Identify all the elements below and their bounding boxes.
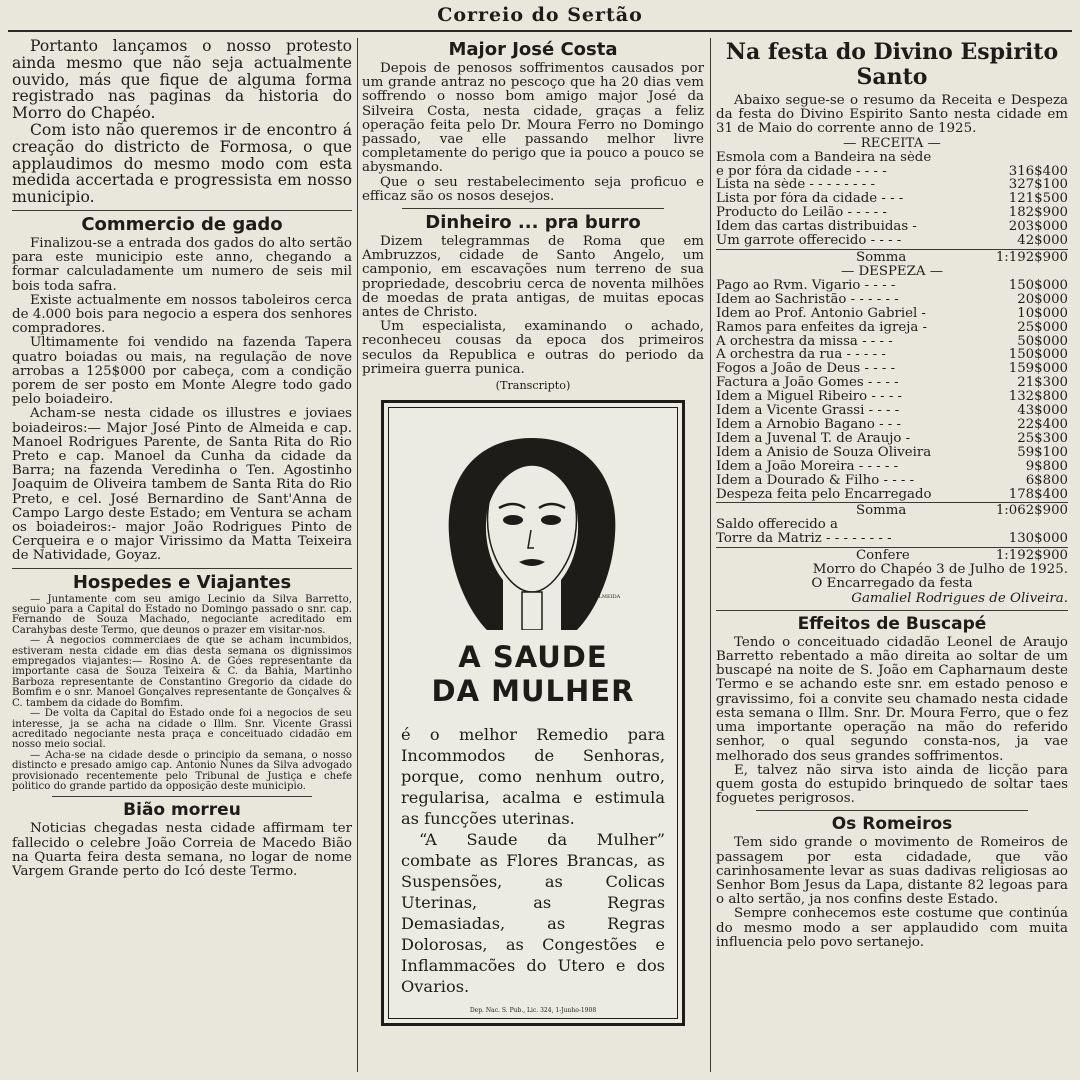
commercio-paragraph-4: Acham-se nesta cidade os illustres e joviaes boiadeiros:— Major José Pinto de Almeida e cap. Manoel Rodrigues Parente, de Santa Rita do Rio Preto e cap. Manoel da Cunha da cidade da Barra; na fazenda Veredinha o Ten. Agostinho Joaquim de Oliveira tambem de Santa Rita do Rio Preto, e cel. José Bernardino de Sant'Anna de Campo Largo deste Estado; em Ventura se acham os boiadeiros:- major João Rodrigues Pinto de Cerqueira e o major Virissimo da Matta Teixeira de Natividade, Goyaz. — [12, 406, 352, 564]
commercio-paragraph-2: Existe actualmente em nossos taboleiros cerca de 4.000 bois para negocio a espera dos senhores compradores. — [12, 292, 352, 337]
ledger-item-amount: 316$400 — [1008, 163, 1068, 179]
ledger-row — [716, 474, 1068, 488]
despeza-total-row — [716, 502, 1068, 518]
dinheiro-paragraph-1: Dizem telegrammas de Roma que em Ambruzzos, cidade de Santo Angelo, um camponio, em escavações num terreno de sua propriedade, descobriu cerca de noventa milhões de moedas de prata antigas, de muitas epocas antes de Christo. — [362, 234, 704, 321]
ledger-row — [716, 390, 1068, 404]
ledger-item-label: Esmola com a Bandeira na sède — [716, 150, 932, 165]
romeiros-heading: Os Romeiros — [831, 814, 953, 835]
ledger-row — [716, 178, 1068, 192]
ledger-item-label: Idem ao Sachristão - - - - - - — [716, 292, 899, 307]
ledger-item-amount: 132$800 — [1008, 389, 1068, 405]
biao-paragraph: Noticias chegadas nesta cidade affirmam ter fallecido o celebre João Correia de Macedo Bião na Quarta feira desta semana, no logar de nome Vargem Grande perto do Icó deste Termo. — [12, 821, 352, 879]
major-heading: Major José Costa — [448, 39, 618, 60]
festa-signed-by: O Encarregado da festa — [811, 576, 973, 592]
receita-total-row — [716, 249, 1068, 265]
confere-label: Confere — [856, 548, 910, 564]
ledger-row — [716, 404, 1068, 418]
advertisement-title-line-1: A SAUDE — [458, 639, 608, 674]
advertisement-title — [389, 640, 677, 708]
intro-paragraph-2: Com isto não queremos ir de encontro á creação do districto de Formosa, o que applaudimos do mesmo modo com esta medida accertada e progressista em nosso municipio. — [12, 120, 352, 207]
hospedes-paragraph-3: — De volta da Capital do Estado onde foi a negocios de seu interesse, ja se acha na cidade o Illm. Snr. Vicente Grassi acreditado negociante nesta praça e conceituado cidadão em nosso meio social. — [12, 708, 352, 751]
ledger-item-label: Lista na sède - - - - - - - - — [716, 178, 875, 193]
ledger-item-label: Idem a Arnobio Bagano - - - — [716, 418, 902, 432]
divider — [52, 796, 312, 797]
column-middle — [362, 38, 704, 1074]
intro-paragraph-1: Portanto lançamos o nosso protesto ainda mesmo que não seja actualmente ouvido, más que fique de alguma forma registrado nas paginas da historia do Morro do Chapéo. — [12, 38, 352, 123]
ledger-row — [716, 220, 1068, 234]
transcripto-credit: (Transcripto) — [495, 379, 571, 393]
advertisement — [381, 400, 685, 1026]
ledger-row — [716, 432, 1068, 446]
commercio-heading: Commercio de gado — [81, 213, 283, 235]
hospedes-paragraph-2: — A negocios commerciaes de que se acham incumbidos, estiveram nesta cidade em dias desta semana os dignissimos empregados viajantes:— Rosino A. de Góes representante da importante casa de Souza Teixeira & C. da Bahia, Martinho Barboza representante de Constantino Gregorio da cidade do Bomfim e o snr. Manoel Gonçalves representante de Gonçalves & C. tambem da cidade do Bomfim. — [12, 635, 352, 709]
ledger-item-amount: 150$000 — [1008, 347, 1068, 363]
ledger-row — [716, 151, 1068, 165]
ledger-item-amount: 159$000 — [1008, 361, 1068, 377]
ledger-row — [716, 192, 1068, 206]
saldo-line-1: Saldo offerecido a — [716, 517, 838, 533]
ledger-item-amount: 9$800 — [1025, 458, 1068, 474]
ledger-item-label: Despeza feita pelo Encarregado — [716, 487, 932, 502]
ledger-item-amount: 25$300 — [1017, 430, 1068, 446]
column-left — [12, 38, 352, 1074]
ledger-row — [716, 293, 1068, 307]
ledger-item-label: A orchestra da missa - - - - — [716, 334, 893, 349]
ledger-item-amount: 22$400 — [1017, 417, 1068, 433]
advertisement-body-2: “A Saude da Mulher” combate as Flores Brancas, as Suspensões, as Colicas Uterinas, as Regras Demasiadas, as Regras Dolorosas, as Congestões e Inflammacões do Utero e dos Ovarios. — [401, 829, 665, 996]
hospedes-paragraph-1: — Juntamente com seu amigo Lecinio da Silva Barretto, seguio para a Capital do Estado no Domingo passado o snr. cap. Fernando de Souza Machado, negociante acreditado em Carahybas deste Termo, que deunos o prazer em visitar-nos. — [12, 593, 352, 636]
woman-portrait-illustration — [427, 430, 637, 630]
column-rule-2 — [710, 38, 711, 1072]
ledger-item-label: e por fóra da cidade - - - - — [716, 164, 887, 179]
commercio-paragraph-3: Ultimamente foi vendido na fazenda Tapera quatro boiadas ou mais, na regulação de nove arrobas a 125$000 por cabeça, com a condição porem de ser posto em Monte Alegre todo gado pelo boiadeiro. — [12, 335, 352, 408]
ledger-item-amount: 178$400 — [1008, 486, 1068, 502]
festa-heading: Na festa do Divino Espirito Santo — [725, 39, 1059, 90]
saldo-line-2: Torre da Matriz - - - - - - - - — [716, 532, 892, 547]
despeza-ledger — [716, 279, 1068, 502]
ledger-row — [716, 376, 1068, 390]
ledger-item-label: Idem a Juvenal T. de Araujo - — [716, 431, 911, 446]
ledger-row — [716, 488, 1068, 502]
major-paragraph-2: Que o seu restabelecimento seja proficuo e efficaz são os nosos desejos. — [362, 174, 704, 204]
divider — [12, 568, 352, 569]
ledger-item-label: Idem das cartas distribuidas - — [716, 220, 917, 235]
ledger-item-label: Idem a João Moreira - - - - - — [716, 459, 899, 474]
ledger-row — [716, 206, 1068, 220]
masthead-rule — [8, 30, 1072, 32]
ledger-item-label: Ramos para enfeites da igreja - — [716, 320, 928, 335]
romeiros-paragraph-2: Sempre conhecemos este costume que continúa do mesmo modo a ser applaudido com muita influencia pelo povo sertanejo. — [716, 906, 1068, 950]
ledger-row — [716, 362, 1068, 376]
ledger-item-label: Producto do Leilão - - - - - — [716, 206, 887, 221]
ledger-item-label: Lista por fóra da cidade - - - — [716, 192, 904, 207]
despeza-total-amount: 1:062$900 — [995, 503, 1068, 519]
ledger-item-label: A orchestra da rua - - - - - — [716, 348, 886, 363]
ledger-item-amount: 20$000 — [1017, 291, 1068, 307]
advertisement-frame — [388, 407, 678, 1019]
receita-ledger — [716, 151, 1068, 248]
ledger-item-amount: 25$000 — [1017, 319, 1068, 335]
commercio-paragraph-1: Finalizou-se a entrada dos gados do alto sertão para este municipio este anno, chegando a formar calculadamente um numero de seis mil bois toda safra. — [12, 235, 352, 294]
buscape-heading: Effeitos de Buscapé — [797, 613, 987, 634]
saldo-block — [716, 518, 1068, 546]
column-right — [716, 38, 1068, 1074]
major-paragraph-1: Depois de penosos soffrimentos causados por um grande antraz no pescoço que ha 20 dias vem soffrendo o nosso bom amigo major José da Silveira Costa, nesta cidade, graças a feliz operação feita pelo Dr. Moura Ferro no Domingo passado, vae elle passando melhor livre completamente do perigo que ia pouco a pouco se abysmando. — [362, 61, 704, 176]
divider — [756, 810, 1028, 811]
ledger-item-amount: 121$500 — [1008, 191, 1068, 207]
ledger-row — [716, 307, 1068, 321]
dinheiro-heading: Dinheiro ... pra burro — [425, 212, 641, 234]
buscape-paragraph-2: E, talvez não sirva isto ainda de licção para quem gosta do estupido brinquedo de soltar taes foguetes perigrosos. — [716, 762, 1068, 807]
despeza-label: — DESPEZA — — [840, 263, 944, 279]
ledger-row — [716, 234, 1068, 248]
hospedes-paragraph-4: — Acha-se na cidade desde o principio da semana, o nosso distincto e presado amigo cap. Antonio Nunes da Silva advogado provisionado recentemente pelo Tribunal de Justiça e chefe politico do grande partido da opposição deste municipio. — [12, 749, 352, 792]
hospedes-heading: Hospedes e Viajantes — [72, 571, 292, 593]
ledger-item-amount: 59$100 — [1017, 444, 1068, 460]
ledger-item-label: Idem a Dourado & Filho - - - - — [716, 473, 915, 488]
ledger-item-label: Idem ao Prof. Antonio Gabriel - — [716, 306, 926, 321]
column-rule-1 — [357, 38, 358, 1072]
buscape-paragraph-1: Tendo o conceituado cidadão Leonel de Araujo Barretto rebentado a mão direita ao soltar de um buscapé na noite de S. João em Capharnaum deste Termo e se achando este snr. em estado penoso e gravissimo, foi a convite seu chamado nesta cidade esta semana o Illm. Snr. Dr. Moura Ferro, que o fez uma importante operação na mão do referido senhor, o qual segundo consta-nos, ja vae melhorado dos seus grandes soffrimentos. — [716, 634, 1068, 764]
ledger-row — [716, 335, 1068, 349]
saldo-row — [716, 532, 1068, 546]
advertisement-footer: Dep. Nac. S. Pub., Lic. 324, 1-Junho-1908 — [469, 1006, 597, 1014]
festa-intro: Abaixo segue-se o resumo da Receita e Despeza da festa do Divino Espirito Santo nesta cidade em 31 de Maio do corrente anno de 1925. — [716, 93, 1068, 137]
receita-label: — RECEITA — — [843, 135, 941, 151]
ledger-item-amount: 50$000 — [1017, 333, 1068, 349]
ledger-item-amount: 10$000 — [1017, 305, 1068, 321]
festa-date: Morro do Chapéo 3 de Julho de 1925. — [812, 562, 1068, 578]
ledger-row — [716, 418, 1068, 432]
ledger-item-amount: 6$800 — [1025, 472, 1068, 488]
ledger-row — [716, 321, 1068, 335]
ledger-item-label: Idem a Vicente Grassi - - - - — [716, 404, 900, 419]
advertisement-body-1: é o melhor Remedio para Incommodos de Senhoras, porque, como nenhum outro, regularisa, acalma e estimula as funcções uterinas. — [401, 724, 665, 828]
confere-amount: 1:192$900 — [995, 548, 1068, 564]
dinheiro-paragraph-2: Um especialista, examinando o achado, reconheceu cousas da epoca dos primeiros seculos da Republica e outras do periodo da primeira guerra punica. — [362, 319, 704, 377]
ledger-item-amount: 150$000 — [1008, 277, 1068, 293]
svg-text:ALMEIDA: ALMEIDA — [595, 593, 621, 600]
ledger-item-label: Idem a Miguel Ribeiro - - - - — [716, 390, 903, 405]
biao-heading: Bião morreu — [123, 800, 241, 821]
divider — [12, 210, 352, 211]
receita-total-label: Somma — [856, 249, 907, 265]
festa-signature: Gamaliel Rodrigues de Oliveira. — [851, 590, 1068, 606]
ledger-row — [716, 460, 1068, 474]
ledger-row — [716, 446, 1068, 460]
divider — [716, 610, 1068, 611]
ledger-item-label: Factura a João Gomes - - - - — [716, 376, 899, 391]
confere-row — [716, 547, 1068, 563]
ledger-item-label: Fogos a João de Deus - - - - — [716, 362, 896, 377]
ledger-row — [716, 348, 1068, 362]
advertisement-title-line-2: DA MULHER — [431, 673, 635, 708]
ledger-item-label: Idem a Anisio de Souza Oliveira — [716, 445, 932, 460]
ledger-row — [716, 279, 1068, 293]
divider — [402, 208, 664, 209]
ledger-item-amount: 327$100 — [1008, 177, 1068, 193]
masthead: Correio do Sertão — [437, 4, 643, 26]
despeza-total-label: Somma — [856, 503, 907, 519]
ledger-item-amount: 182$900 — [1008, 205, 1068, 221]
ledger-item-amount: 21$300 — [1017, 375, 1068, 391]
ledger-item-amount: 42$000 — [1017, 233, 1068, 249]
ledger-row — [716, 165, 1068, 179]
ledger-item-label: Um garrote offerecido - - - - — [716, 234, 902, 248]
advertisement-body — [401, 724, 665, 997]
ledger-item-label: Pago ao Rvm. Vigario - - - - — [716, 278, 896, 293]
receita-total-amount: 1:192$900 — [995, 249, 1068, 265]
ledger-item-amount: 203$000 — [1008, 219, 1068, 235]
romeiros-paragraph-1: Tem sido grande o movimento de Romeiros de passagem por esta cidadade, que vão carinhosamente levar as suas dadivas religiosas ao Senhor Bom Jesus da Lapa, distante 82 legoas para o alto sertão, ja nos confins deste Estado. — [716, 835, 1068, 908]
ledger-item-amount: 43$000 — [1017, 403, 1068, 419]
saldo-amount: 130$000 — [1008, 531, 1068, 547]
